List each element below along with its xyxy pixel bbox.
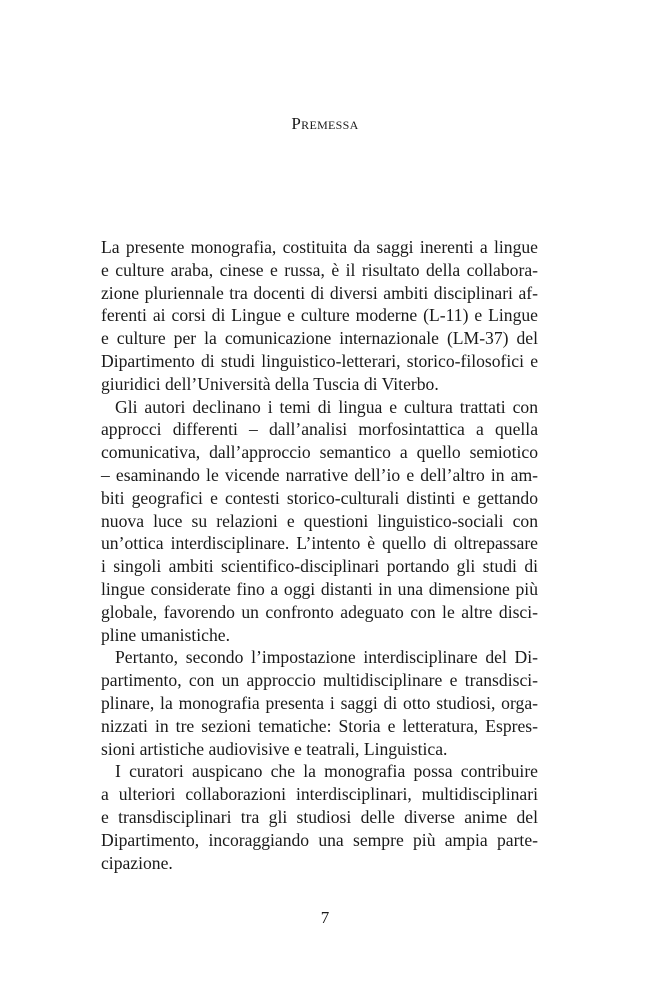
text-line: Dipartimento di studi linguistico-letterari, storico-filosofici e — [101, 350, 538, 371]
text-line: approcci differenti – dall’analisi morfosintattica a quella — [101, 419, 538, 440]
body-text — [101, 236, 538, 874]
text-line: lingue considerate fino a oggi distanti in una dimensione più — [101, 578, 538, 599]
text-line: i singoli ambiti scientifico-disciplinari portando gli studi di — [101, 556, 538, 577]
text-line: un’ottica interdisciplinare. L’intento è quello di oltrepassare — [101, 533, 538, 554]
text-line: ferenti ai corsi di Lingue e culture moderne (L-11) e Lingue — [101, 305, 538, 326]
page-heading: Premessa — [291, 114, 359, 133]
text-line: I curatori auspicano che la monografia possa contribuire — [115, 761, 538, 782]
text-line: comunicativa, dall’approccio semantico a quello semiotico — [101, 442, 538, 463]
text-line: nuova luce su relazioni e questioni linguistico-sociali con — [101, 510, 538, 531]
paragraph — [101, 646, 538, 760]
paragraph — [101, 760, 538, 874]
text-line: globale, favorendo un confronto adeguato con le altre disci- — [101, 601, 538, 622]
paragraph — [101, 236, 538, 396]
text-line: plinare, la monografia presenta i saggi di otto studiosi, orga- — [101, 692, 538, 713]
page-number: 7 — [320, 908, 330, 927]
text-line: e culture per la comunicazione internazionale (LM-37) del — [101, 328, 538, 349]
text-line: pline umanistiche. — [101, 624, 230, 645]
text-line: Pertanto, secondo l’impostazione interdisciplinare del Di- — [115, 647, 538, 668]
text-line: sioni artistiche audiovisive e teatrali, Linguistica. — [101, 738, 448, 759]
paragraph — [101, 396, 538, 647]
text-line: zione pluriennale tra docenti di diversi ambiti disciplinari af- — [101, 282, 538, 303]
text-line: a ulteriori collaborazioni interdisciplinari, multidisciplinari — [101, 784, 538, 805]
text-line: Dipartimento, incoraggiando una sempre più ampia parte- — [101, 829, 538, 850]
text-line: giuridici dell’Università della Tuscia di Viterbo. — [101, 373, 439, 394]
text-line: nizzati in tre sezioni tematiche: Storia e letteratura, Espres- — [101, 715, 538, 736]
text-line: biti geografici e contesti storico-culturali distinti e gettando — [101, 487, 538, 508]
text-line: partimento, con un approccio multidisciplinare e transdisci- — [101, 670, 538, 691]
text-line: e transdisciplinari tra gli studiosi delle diverse anime del — [101, 806, 538, 827]
text-line: cipazione. — [101, 852, 173, 873]
text-line: – esaminando le vicende narrative dell’io e dell’altro in am- — [101, 464, 538, 485]
text-line: La presente monografia, costituita da saggi inerenti a lingue — [101, 237, 538, 257]
text-line: e culture araba, cinese e russa, è il risultato della collabora- — [101, 259, 538, 280]
text-line: Gli autori declinano i temi di lingua e cultura trattati con — [115, 396, 538, 417]
